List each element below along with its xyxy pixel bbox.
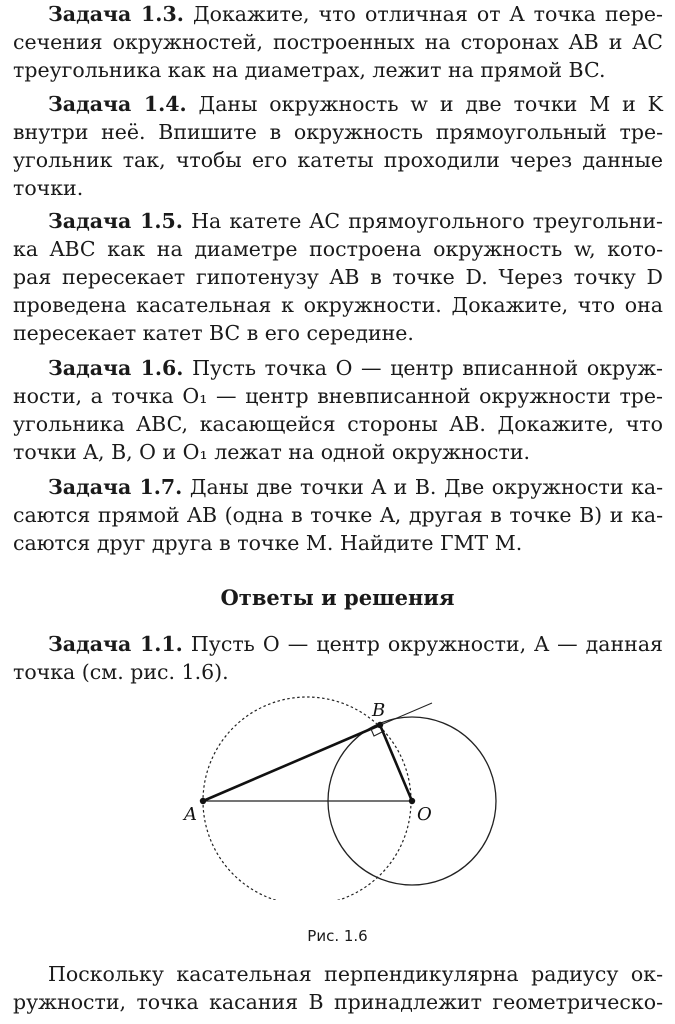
problem-text: На катете AC прямоугольного треугольни- [191, 209, 663, 233]
problem-1-7-line-2: саются прямой AB (одна в точке A, другая в точке B) и ка- [13, 503, 663, 527]
problem-heading: Задача 1.7. [48, 475, 183, 499]
point-O [409, 798, 415, 804]
problem-1-4-line-2: внутри неё. Впишите в окружность прямоугольный тре- [13, 120, 663, 144]
problem-text: Докажите, что отличная от A точка пере- [192, 2, 663, 26]
problem-1-5-line-3: рая пересекает гипотенузу AB в точке D. Через точку D [13, 265, 663, 289]
segment-BO [380, 725, 412, 801]
right-angle-marker [371, 729, 382, 736]
problem-1-5-line-4: проведена касательная к окружности. Докажите, что она [13, 293, 663, 317]
problem-1-5-line-2: ка ABC как на диаметре построена окружность w, кото- [13, 237, 663, 261]
section-title: Ответы и решения [220, 585, 455, 610]
figure-1-6 [150, 690, 510, 900]
continuation-line-2: ружности, точка касания B принадлежит геометрическо- [13, 990, 663, 1014]
problem-text: Даны окружность w и две точки M и K [198, 92, 663, 116]
problem-1-3-line-2: сечения окружностей, построенных на сторонах AB и AC [13, 30, 663, 54]
point-A [200, 798, 206, 804]
problem-1-4-line-4: точки. [13, 176, 84, 200]
label-A: A [184, 804, 197, 825]
problem-1-4-line-3: угольник так, чтобы его катеты проходили через данные [13, 148, 663, 172]
problem-heading: Задача 1.5. [48, 209, 183, 233]
segment-AB [203, 725, 380, 801]
problem-1-7-line-1 [48, 473, 663, 501]
point-B [377, 722, 383, 728]
problem-text: Даны две точки A и B. Две окружности ка- [189, 475, 663, 499]
problem-heading: Задача 1.6. [48, 356, 184, 380]
problem-1-6-line-2: ности, а точка O₁ — центр вневписанной окружности тре- [13, 384, 663, 408]
problem-heading: Задача 1.4. [48, 92, 187, 116]
problem-1-4-line-1 [48, 90, 663, 118]
problem-text: Пусть точка O — центр вписанной окруж- [192, 356, 663, 380]
solution-text: Пусть O — центр окружности, A — данная [190, 632, 663, 656]
problem-1-7-line-3: саются друг друга в точке M. Найдите ГМТ M. [13, 531, 523, 555]
label-B: B [372, 700, 386, 721]
solution-1-1-line-2: точка (см. рис. 1.6). [13, 660, 229, 684]
problem-1-6-line-3: угольника ABC, касающейся стороны AB. Докажите, что [13, 412, 663, 436]
problem-1-6-line-1 [48, 354, 663, 382]
solution-1-1-line-1 [48, 630, 663, 658]
problem-heading: Задача 1.3. [48, 2, 184, 26]
problem-1-5-line-5: пересекает катет BC в его середине. [13, 321, 414, 345]
figure-caption: Рис. 1.6 [307, 927, 368, 945]
problem-1-3-line-3: треугольника как на диаметрах, лежит на прямой BC. [13, 58, 606, 82]
solution-heading: Задача 1.1. [48, 632, 183, 656]
problem-1-6-line-4: точки A, B, O и O₁ лежат на одной окружности. [13, 440, 531, 464]
label-O: O [417, 804, 432, 825]
problem-1-3-line-1 [48, 0, 663, 28]
continuation-line-1: Поскольку касательная перпендикулярна радиусу ок- [48, 962, 663, 986]
problem-1-5-line-1 [48, 207, 663, 235]
